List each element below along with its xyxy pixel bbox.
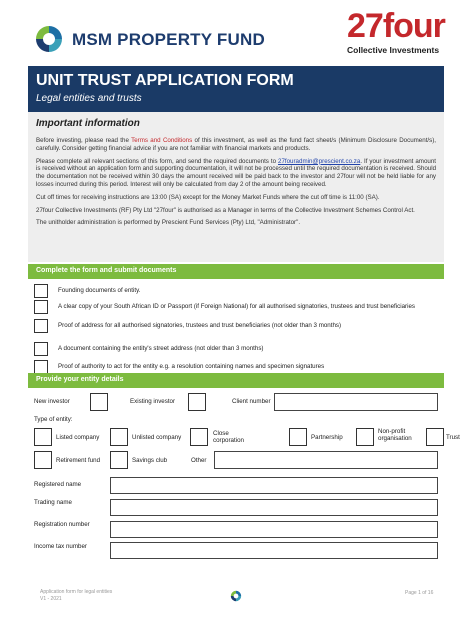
info-text: Before investing, please read the xyxy=(36,137,132,144)
other-label: Other xyxy=(191,457,207,464)
listed-company-label: Listed company xyxy=(56,434,100,441)
retirement-fund-checkbox[interactable] xyxy=(34,451,52,469)
trust-label: Trust xyxy=(446,434,460,441)
info-paragraph xyxy=(36,158,436,189)
document-checkbox[interactable] xyxy=(34,360,48,374)
brand-logo: 27four xyxy=(347,7,445,45)
document-label: Proof of address for all authorised signatories, trustees and trust beneficiaries (not older than 3 months) xyxy=(58,322,342,329)
footer-note xyxy=(40,589,112,603)
trading-name-label: Trading name xyxy=(34,499,72,506)
document-checkbox[interactable] xyxy=(34,284,48,298)
registration-number-label: Registration number xyxy=(34,521,90,528)
document-label: Proof of authority to act for the entity e.g. a resolution containing names and specimen signatures xyxy=(58,363,325,370)
title-band xyxy=(28,66,444,112)
terms-link[interactable]: Terms and Conditions xyxy=(131,137,193,144)
document-checkbox[interactable] xyxy=(34,319,48,333)
trading-name-input[interactable] xyxy=(110,499,438,516)
existing-investor-label: Existing investor xyxy=(130,398,176,405)
document-label: A document containing the entity's street address (not older than 3 months) xyxy=(58,345,264,352)
email-link[interactable]: 27fouradmin@prescient.co.za xyxy=(278,157,361,165)
header xyxy=(0,0,474,62)
document-label: A clear copy of your South African ID or Passport (if Foreign National) for all authorised signatories, trustees and trust beneficiaries xyxy=(58,303,415,310)
footer-note-line: V1 - 2021 xyxy=(40,596,62,602)
msm-logo-icon xyxy=(34,24,64,54)
form-subtitle: Legal entities and trusts xyxy=(36,93,142,104)
document-label: Founding documents of entity. xyxy=(58,287,141,294)
info-text: . If your investment amount is received without an application form and supporting documentation, it will not be processed until the required documentation is received. Should the documentation not be received within 30 days the amount received will be paid back to the investor and 27four will not be held liable for any losses incurred during this period. Interest will only be calculated from day 2 of the amount being received. xyxy=(36,157,437,188)
close-corporation-checkbox[interactable] xyxy=(190,428,208,446)
registration-number-input[interactable] xyxy=(110,521,438,538)
client-number-input[interactable] xyxy=(274,393,438,411)
income-tax-number-input[interactable] xyxy=(110,542,438,559)
info-heading: Important information xyxy=(36,118,140,129)
nonprofit-label: Non-profit organisation xyxy=(378,428,412,442)
unlisted-company-checkbox[interactable] xyxy=(110,428,128,446)
income-tax-number-label: Income tax number xyxy=(34,543,87,550)
existing-investor-checkbox[interactable] xyxy=(188,393,206,411)
other-input[interactable] xyxy=(214,451,438,469)
document-checkbox[interactable] xyxy=(34,300,48,314)
logo-text: MSM PROPERTY FUND xyxy=(72,30,265,49)
info-text: Please complete all relevant sections of this form, and send the required documents to xyxy=(36,157,279,165)
retirement-fund-label: Retirement fund xyxy=(56,457,101,464)
client-number-label: Client number xyxy=(232,398,271,405)
page-number: Page 1 of 16 xyxy=(405,590,434,596)
registered-name-label: Registered name xyxy=(34,481,82,488)
savings-club-checkbox[interactable] xyxy=(110,451,128,469)
footer-note-line: Application form for legal entities xyxy=(40,589,113,595)
info-paragraph xyxy=(36,137,436,153)
savings-club-label: Savings club xyxy=(132,457,168,464)
msm-logo-icon xyxy=(230,590,242,602)
info-text: of this investment, as well as the fund fact sheet/s (Minimum Disclosure Document/s), carefully. Consider getting financial advice if you are not familiar with financial markets and products. xyxy=(36,137,437,152)
new-investor-label: New investor xyxy=(34,398,70,405)
type-of-entity-label: Type of entity: xyxy=(34,416,73,423)
close-corporation-label: Close corporation xyxy=(213,430,244,444)
section-documents-header: Complete the form and submit documents xyxy=(28,264,444,279)
nonprofit-checkbox[interactable] xyxy=(356,428,374,446)
info-paragraph: 27four Collective Investments (RF) Pty Ltd "27four" is authorised as a Manager in terms of the Collective Investment Schemes Control Act. xyxy=(36,206,415,214)
section-entity-header: Provide your entity details xyxy=(28,373,444,388)
info-paragraph: Cut off times for receiving instructions are 13:00 (SA) except for the Money Market Funds where the cut off time is 11:00 (SA). xyxy=(36,193,380,201)
form-title: UNIT TRUST APPLICATION FORM xyxy=(36,72,294,89)
trust-checkbox[interactable] xyxy=(426,428,444,446)
new-investor-checkbox[interactable] xyxy=(90,393,108,411)
registered-name-input[interactable] xyxy=(110,477,438,494)
brand-subtitle: Collective Investments xyxy=(347,45,440,55)
unlisted-company-label: Unlisted company xyxy=(132,434,182,441)
important-information xyxy=(28,112,444,262)
partnership-label: Partnership xyxy=(311,434,343,441)
info-paragraph: The unitholder administration is performed by Prescient Fund Services (Pty) Ltd, "Administrator". xyxy=(36,219,301,227)
listed-company-checkbox[interactable] xyxy=(34,428,52,446)
document-checkbox[interactable] xyxy=(34,342,48,356)
partnership-checkbox[interactable] xyxy=(289,428,307,446)
